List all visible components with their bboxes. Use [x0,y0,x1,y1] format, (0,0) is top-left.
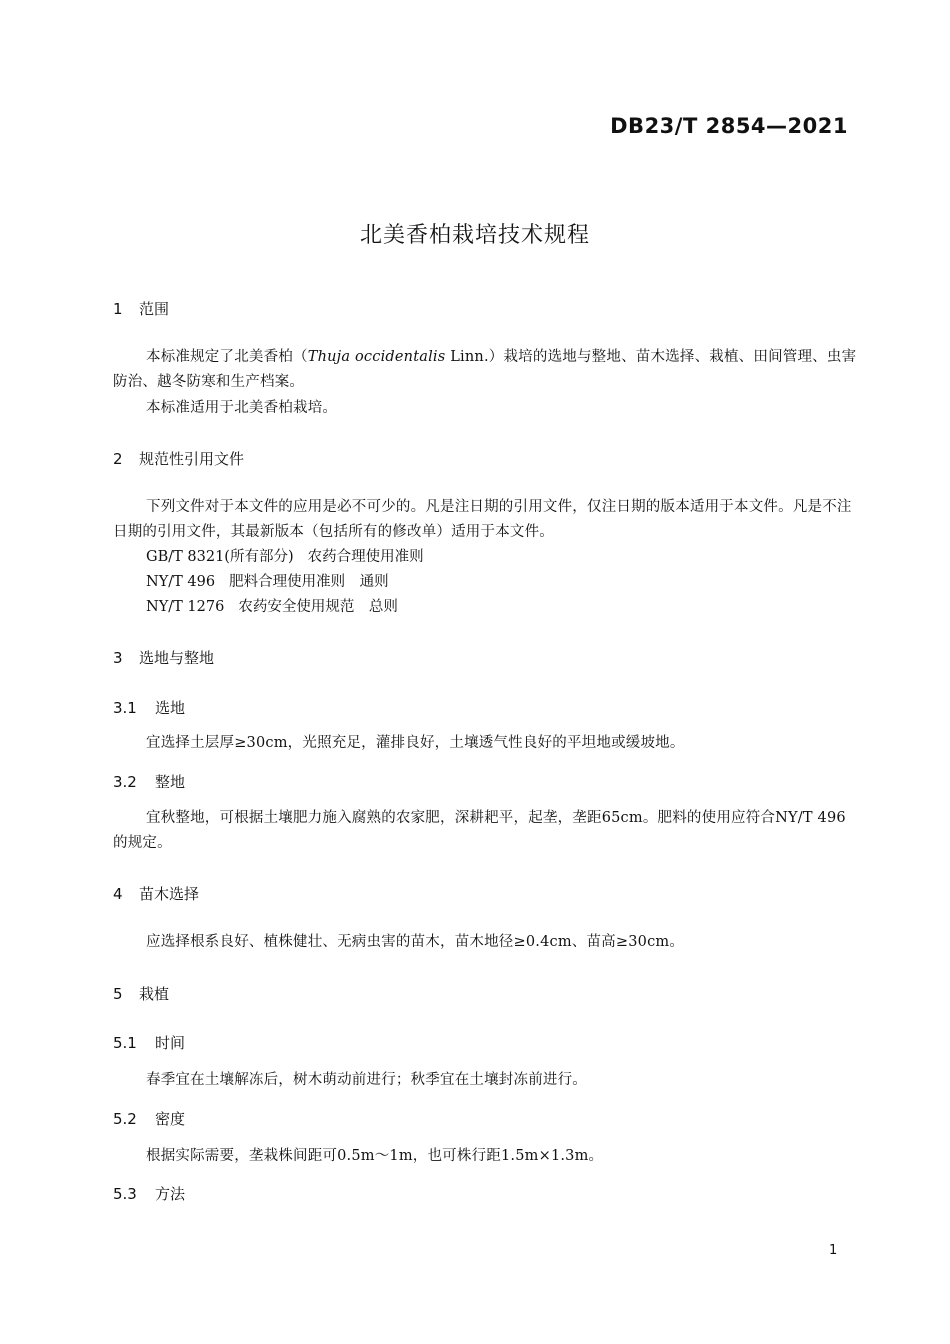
section-number: 3 [113,649,123,667]
section-number: 4 [113,885,123,903]
section-number: 5 [113,985,123,1003]
section-number: 5.2 [113,1110,137,1128]
section-number: 5.1 [113,1034,137,1052]
subsection-heading-3-2 [113,771,185,792]
section-number: 1 [113,300,123,318]
section-number: 2 [113,450,123,468]
reference-item [146,595,398,616]
section-title: 密度 [155,1110,186,1128]
section-title: 苗木选择 [139,885,200,903]
section-title: 方法 [155,1185,186,1203]
paragraph-planting-density: 根据实际需要，垄栽株间距可0.5m～1m，也可株行距1.5m×1.3m。 [146,1148,604,1164]
section-number: 5.3 [113,1185,137,1203]
subsection-heading-5-1 [113,1032,185,1053]
section-number: 3.2 [113,773,137,791]
standard-code: DB23/T 2854—2021 [610,114,848,138]
latin-name: Thuja occidentalis [307,349,446,365]
section-number: 3.1 [113,699,137,717]
section-heading-5 [113,983,169,1004]
paragraph-site-selection: 宜选择土层厚≥30cm，光照充足，灌排良好，土壤透气性良好的平坦地或缓坡地。 [146,735,685,751]
paragraph-scope-2: 本标准适用于北美香柏栽培。 [146,400,338,416]
section-heading-3 [113,647,214,668]
subsection-heading-5-3 [113,1183,185,1204]
text-run: 本标准规定了北美香柏（ [146,349,308,365]
paragraph-land-preparation: 宜秋整地，可根据土壤肥力施入腐熟的农家肥，深耕耙平，起垄，垄距65cm。肥料的使用应符合NY/T 496的规定。 [113,810,846,851]
section-title: 选地与整地 [139,649,215,667]
paragraph-scope-1 [113,345,858,394]
section-heading-4 [113,883,199,904]
section-title: 栽植 [139,985,170,1003]
section-title: 整地 [155,773,186,791]
paragraph-seedling-selection: 应选择根系良好、植株健壮、无病虫害的苗木，苗木地径≥0.4cm、苗高≥30cm。 [146,934,685,950]
section-title: 选地 [155,699,186,717]
subsection-heading-3-1 [113,697,185,718]
reference-item [146,570,389,591]
section-title: 时间 [155,1034,186,1052]
reference-name: 农药合理使用准则 [307,549,424,565]
text-run: Linn.）栽培的选地与整地、苗木选择、栽植、田间管理、虫害防治、越冬防寒和生产档案。 [113,349,857,390]
subsection-heading-5-2 [113,1108,185,1129]
section-title: 范围 [139,300,170,318]
section-heading-1 [113,298,169,319]
section-heading-2 [113,448,244,469]
paragraph-planting-time: 春季宜在土壤解冻后，树木萌动前进行；秋季宜在土壤封冻前进行。 [146,1072,587,1088]
section-title: 规范性引用文件 [139,450,245,468]
reference-name: 农药安全使用规范 总则 [238,599,398,615]
paragraph-references-intro: 下列文件对于本文件的应用是必不可少的。凡是注日期的引用文件，仅注日期的版本适用于本文件。凡是不注日期的引用文件，其最新版本（包括所有的修改单）适用于本文件。 [113,499,852,540]
reference-code: NY/T 496 [146,574,216,590]
reference-item [146,545,424,566]
page-number: 1 [829,1243,838,1258]
reference-code: NY/T 1276 [146,599,225,615]
reference-code: GB/T 8321(所有部分) [146,549,294,565]
reference-name: 肥料合理使用准则 通则 [229,574,389,590]
document-title: 北美香柏栽培技术规程 [359,223,590,248]
